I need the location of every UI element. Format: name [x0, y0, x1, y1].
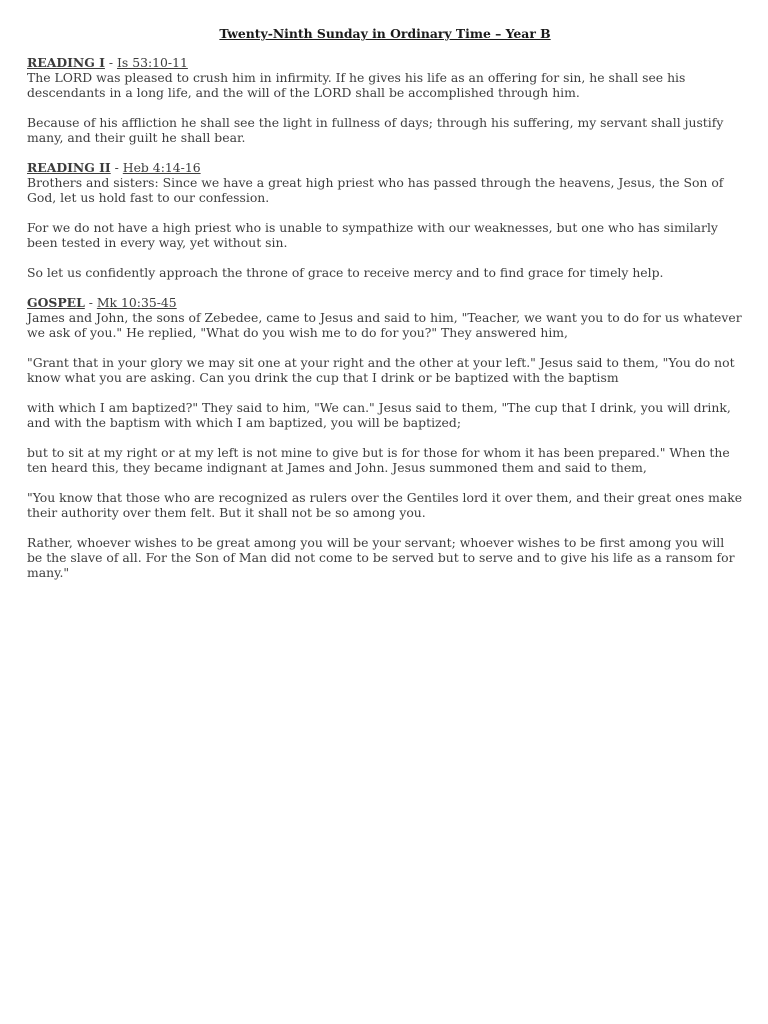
paragraph: Rather, whoever wishes to be great among you will be your servant; whoever wishes to be first among you will be the slave of all. For the Son of Man did not come to be served but to serve and to give his life as a ransom for many." [27, 535, 735, 580]
section-reading-2 [27, 160, 743, 280]
section-header [27, 160, 743, 175]
scripture-reference: Is 53:10-11 [117, 55, 188, 70]
section-gospel [27, 295, 743, 580]
scripture-reference: Heb 4:14-16 [122, 160, 201, 175]
section-separator: - [104, 55, 117, 70]
section-reading-1 [27, 55, 743, 145]
section-label: READING I [27, 55, 105, 70]
scripture-reference: Mk 10:35-45 [96, 295, 177, 310]
paragraph: "You know that those who are recognized as rulers over the Gentiles lord it over them, and their great ones make their authority over them felt. But it shall not be so among you. [27, 490, 743, 520]
paragraph: but to sit at my right or at my left is not mine to give but is for those for whom it has been prepared." When the ten heard this, they became indignant at James and John. Jesus summoned them and said to them, [27, 445, 730, 475]
paragraph: The LORD was pleased to crush him in infirmity. If he gives his life as an offering for sin, he shall see his descendants in a long life, and the will of the LORD shall be accomplished through him. [27, 70, 686, 100]
paragraph: Brothers and sisters: Since we have a great high priest who has passed through the heavens, Jesus, the Son of God, let us hold fast to our confession. [27, 175, 724, 205]
section-header [27, 295, 743, 310]
document-title: Twenty-Ninth Sunday in Ordinary Time – Year B [219, 26, 551, 41]
section-separator: - [110, 160, 123, 175]
section-label: GOSPEL [27, 295, 85, 310]
section-separator: - [84, 295, 97, 310]
paragraph: Because of his affliction he shall see the light in fullness of days; through his suffering, my servant shall justify many, and their guilt he shall bear. [27, 115, 724, 145]
paragraph: James and John, the sons of Zebedee, came to Jesus and said to him, "Teacher, we want you to do for us whatever we ask of you." He replied, "What do you wish me to do for you?" They answered him, [27, 310, 742, 340]
section-label: READING II [27, 160, 111, 175]
paragraph: with which I am baptized?" They said to him, "We can." Jesus said to them, "The cup that I drink, you will drink, and with the baptism with which I am baptized, you will be baptized; [27, 400, 731, 430]
document-page [27, 26, 743, 595]
section-header [27, 55, 743, 70]
paragraph: So let us confidently approach the throne of grace to receive mercy and to find grace for timely help. [27, 265, 664, 280]
paragraph: For we do not have a high priest who is unable to sympathize with our weaknesses, but one who has similarly been tested in every way, yet without sin. [27, 220, 718, 250]
paragraph: "Grant that in your glory we may sit one at your right and the other at your left." Jesus said to them, "You do not know what you are asking. Can you drink the cup that I drink or be baptized with the baptism [27, 355, 735, 385]
